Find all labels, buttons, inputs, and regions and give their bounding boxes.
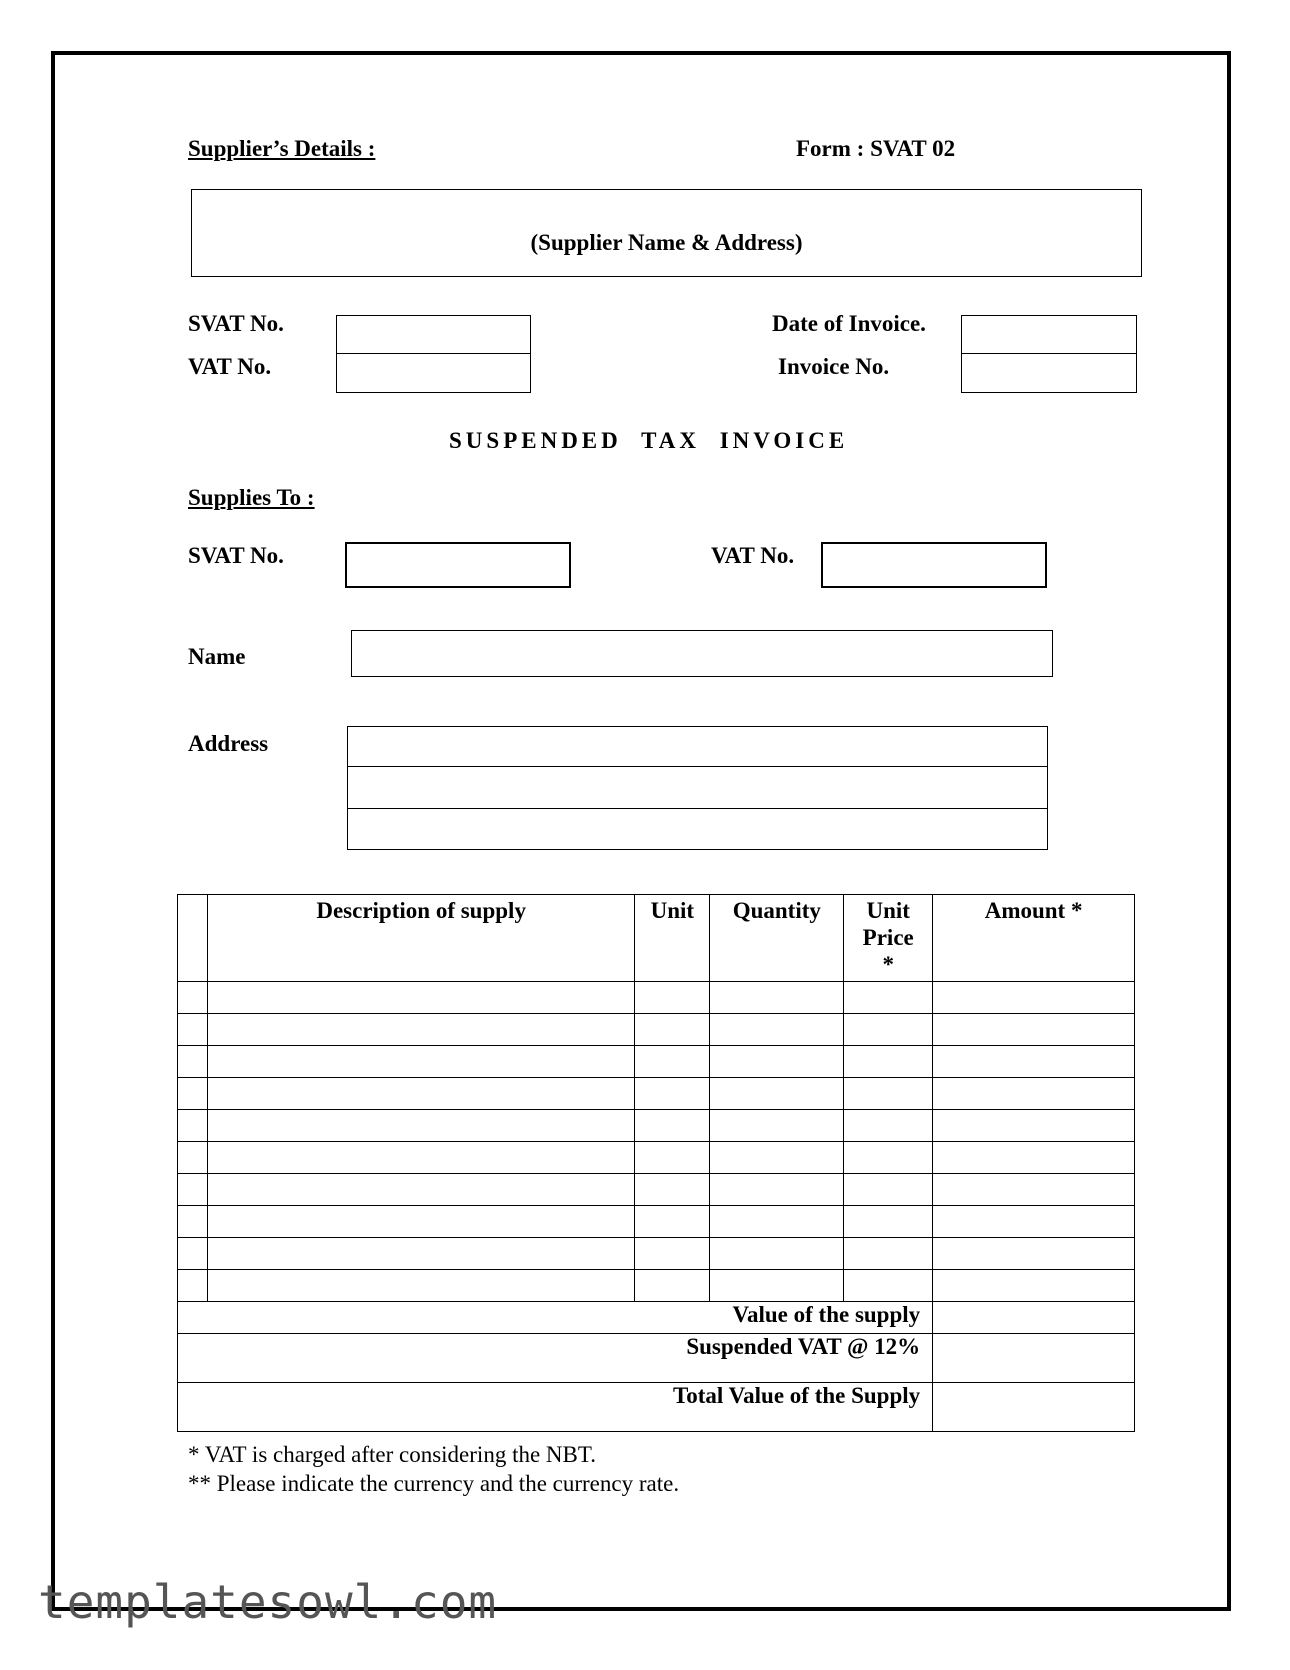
cell-index[interactable] [178,1174,208,1206]
cell-index[interactable] [178,1046,208,1078]
header-unit-price-line1: Unit [866,898,910,923]
invoice-no-label: Invoice No. [778,354,890,379]
table-row [178,1078,1135,1110]
cell-unit-price[interactable] [844,1270,933,1302]
buyer-vat-label: VAT No. [711,543,795,568]
cell-quantity[interactable] [710,1206,844,1238]
cell-unit[interactable] [635,982,710,1014]
cell-quantity[interactable] [710,1110,844,1142]
cell-amount[interactable] [933,1174,1135,1206]
items-table [177,894,1135,1432]
cell-quantity[interactable] [710,1014,844,1046]
page-title: SUSPENDED TAX INVOICE [449,428,849,453]
cell-index[interactable] [178,1238,208,1270]
total-value-amount[interactable] [933,1383,1135,1432]
header-unit-price [844,895,933,982]
supplies-to-heading: Supplies To : [188,485,315,510]
cell-description[interactable] [207,1142,634,1174]
cell-unit-price[interactable] [844,1142,933,1174]
header-quantity: Quantity [710,895,844,982]
value-of-supply-label: Value of the supply [178,1302,933,1334]
cell-index[interactable] [178,1270,208,1302]
cell-description[interactable] [207,1270,634,1302]
suspended-vat-amount[interactable] [933,1334,1135,1383]
header-unit-price-line3: * [882,952,894,977]
cell-amount[interactable] [933,1270,1135,1302]
supplier-name-address-box[interactable] [191,189,1142,277]
total-value-row [178,1383,1135,1432]
cell-amount[interactable] [933,1238,1135,1270]
table-row [178,982,1135,1014]
cell-description[interactable] [207,1046,634,1078]
cell-amount[interactable] [933,1046,1135,1078]
cell-index[interactable] [178,1078,208,1110]
supplier-name-address-placeholder: (Supplier Name & Address) [530,230,803,255]
footnote-1: * VAT is charged after considering the NBT. [188,1442,596,1467]
cell-unit[interactable] [635,1206,710,1238]
header-unit: Unit [635,895,710,982]
supplier-vat-field[interactable] [336,353,531,393]
buyer-address-line-3[interactable] [347,808,1048,850]
cell-description[interactable] [207,1014,634,1046]
table-row [178,1014,1135,1046]
cell-unit-price[interactable] [844,1238,933,1270]
date-of-invoice-label: Date of Invoice. [772,311,926,336]
cell-amount[interactable] [933,982,1135,1014]
buyer-address-label: Address [188,731,269,756]
suppliers-details-heading: Supplier’s Details : [188,136,376,161]
buyer-svat-label: SVAT No. [188,543,284,568]
table-row [178,1174,1135,1206]
cell-quantity[interactable] [710,1142,844,1174]
buyer-svat-field[interactable] [345,542,571,588]
supplier-svat-label: SVAT No. [188,311,284,336]
suspended-vat-row [178,1334,1135,1383]
cell-unit-price[interactable] [844,982,933,1014]
cell-description[interactable] [207,1174,634,1206]
total-value-label: Total Value of the Supply [178,1383,933,1432]
cell-unit[interactable] [635,1174,710,1206]
footnote-2: ** Please indicate the currency and the currency rate. [188,1471,680,1496]
header-amount: Amount * [933,895,1135,982]
buyer-name-label: Name [188,644,246,669]
cell-amount[interactable] [933,1206,1135,1238]
table-row [178,1206,1135,1238]
header-unit-price-line2: Price [862,925,914,950]
cell-unit-price[interactable] [844,1078,933,1110]
header-description: Description of supply [207,895,634,982]
cell-unit-price[interactable] [844,1206,933,1238]
cell-quantity[interactable] [710,1270,844,1302]
cell-quantity[interactable] [710,1046,844,1078]
header-index [178,895,208,982]
cell-unit[interactable] [635,1270,710,1302]
cell-index[interactable] [178,982,208,1014]
cell-unit-price[interactable] [844,1014,933,1046]
cell-description[interactable] [207,1078,634,1110]
suspended-vat-label: Suspended VAT @ 12% [178,1334,933,1383]
cell-index[interactable] [178,1110,208,1142]
cell-unit[interactable] [635,1046,710,1078]
cell-unit[interactable] [635,1142,710,1174]
cell-unit-price[interactable] [844,1046,933,1078]
table-row [178,1046,1135,1078]
cell-quantity[interactable] [710,1078,844,1110]
cell-unit[interactable] [635,1238,710,1270]
supplier-svat-field[interactable] [336,315,531,353]
cell-description[interactable] [207,1110,634,1142]
buyer-address-line-2[interactable] [347,766,1048,808]
cell-index[interactable] [178,1014,208,1046]
table-row [178,1142,1135,1174]
cell-index[interactable] [178,1142,208,1174]
footnotes [188,1440,679,1498]
cell-unit[interactable] [635,1078,710,1110]
cell-amount[interactable] [933,1110,1135,1142]
date-of-invoice-field[interactable] [961,315,1137,353]
buyer-name-field[interactable] [351,630,1053,677]
buyer-vat-field[interactable] [821,542,1047,588]
table-row [178,1238,1135,1270]
table-row [178,1110,1135,1142]
cell-amount[interactable] [933,1078,1135,1110]
cell-description[interactable] [207,982,634,1014]
supplier-vat-label: VAT No. [188,354,272,379]
cell-description[interactable] [207,1238,634,1270]
cell-description[interactable] [207,1206,634,1238]
table-header-row [178,895,1135,982]
table-row [178,1270,1135,1302]
cell-quantity[interactable] [710,1238,844,1270]
form-id: Form : SVAT 02 [796,136,956,161]
value-of-supply-amount[interactable] [933,1302,1135,1334]
cell-quantity[interactable] [710,1174,844,1206]
cell-unit-price[interactable] [844,1174,933,1206]
cell-unit-price[interactable] [844,1110,933,1142]
cell-amount[interactable] [933,1014,1135,1046]
cell-unit[interactable] [635,1110,710,1142]
cell-index[interactable] [178,1206,208,1238]
cell-quantity[interactable] [710,982,844,1014]
invoice-no-field[interactable] [961,353,1137,393]
cell-amount[interactable] [933,1142,1135,1174]
value-of-supply-row [178,1302,1135,1334]
cell-unit[interactable] [635,1014,710,1046]
buyer-address-line-1[interactable] [347,726,1048,766]
watermark: templatesowl.com [38,1575,498,1629]
